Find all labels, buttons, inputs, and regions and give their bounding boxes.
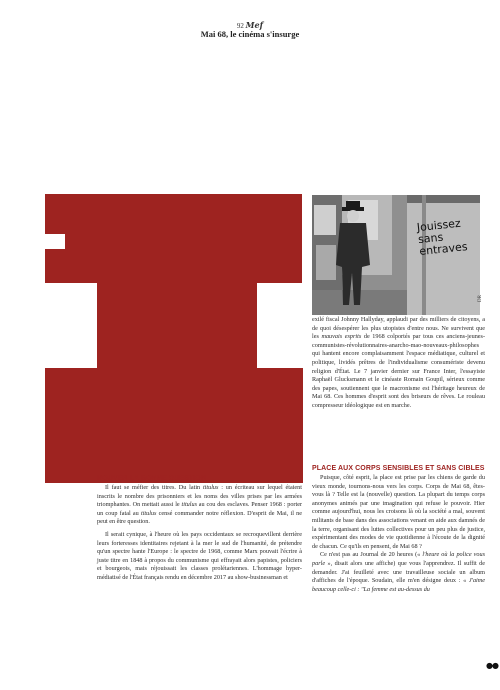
text-run: de 1968 colportés par tous ces anciens-jeunes-communistes-révolutionnaires-anarcho-mao-nouveaux-philosophes qui hantent encore complaisamment l'espace médiatique, culturel et politique, lividés prêtres de l'individualisme consumériste devenu religion d'État. Le 7 janvier dernier sur France Inter, l'essayiste Raphaël Glucksmann et le cinéaste Romain Goupil, sérieux comme des papes, soutiennent que le macronisme est l'héritage heureux de Mai 68. Ces hommes d'esprit sont des briseurs de rêves. Le rouleau compresseur idéologique est en marche. <box>312 333 486 409</box>
text-run: censé commander notre réflexion. D'esprit de Mai, il ne peut en être question. <box>97 509 302 526</box>
continued-marker: ●● <box>486 661 498 670</box>
text-run: au cou des esclaves. Penser 1968 : porter un coup fatal au <box>97 501 303 517</box>
intro-paragraph <box>312 316 485 411</box>
body-paragraph: Puisque, côté esprit, la place est prise par les chiens de garde du vieux monde, tournons-nous vers les corps. Corps de Mai 68, êtes-vous là ? Telle est la (nouvelle) question. La plupart du temps corps anonymes animés par une imagination qui refuse le pouvoir. Hier comme aujourd'hui, nous les croisons là où la société a mal, souvent militants de base dans des associations venant en aide aux damnés de la terre, organisant des luttes collectives pour un peu plus de justice, expérimentant des modes de vie quotidienne à l'écoute de la dignité de chacun. Ce qu'ils en pensent, de Mai 68 ? <box>312 474 485 550</box>
right-column-body <box>312 474 485 594</box>
text-run: Ce n'est pas au Journal de 20 heures (« <box>320 551 423 559</box>
section-heading-rouver: ROUVER LA BONNE QUESTION <box>97 475 207 482</box>
text-run-italic: l'heure où la police vous parle <box>312 551 485 567</box>
text-run: : un écriteau sur lequel étaient inscrits le nombre des prisonniers et les noms des villes prises par les armées triomphantes. On mettait aussi le <box>97 484 302 509</box>
street-photo-jouissez-sans-entraves <box>312 195 480 315</box>
graffiti-text: Jouissez sans entraves <box>416 216 469 259</box>
magazine-logo: Mef <box>245 20 264 30</box>
section-heading-place-aux-corps: PLACE AUX CORPS SENSIBLES ET SANS CIBLES <box>312 465 485 472</box>
photo-credit: DR <box>478 295 483 302</box>
text-run-italic: J'aime beaucoup celle-ci : "La femme est au-dessus du <box>312 577 485 593</box>
right-column-intro <box>312 316 485 411</box>
text-run: exilé fiscal Johnny Hallyday, applaudi par des milliers de citoyens, a de quoi désespérer les plus utopistes d'entre nous. Ne survivent que les <box>312 316 485 341</box>
text-run-italic: titulus <box>181 501 197 509</box>
drop-cap-letter-t <box>45 194 305 484</box>
running-title: Mai 68, le cinéma s'insurge <box>200 29 300 39</box>
page-number: 92 <box>236 22 244 30</box>
left-column-body <box>97 484 302 583</box>
text-run-italic: mauvais esprits <box>321 333 362 341</box>
text-run-italic: titulus <box>202 484 219 491</box>
body-paragraph <box>97 484 302 527</box>
text-run: », disait alors une affiche) que vous l'apprendrez. Il suffit de demander. J'ai feuilleté avec une travailleuse sociale un album d'affiches de l'époque. Soudain, elle m'en désigne deux : « <box>312 559 485 585</box>
text-run-italic: titulus <box>140 509 157 517</box>
photo-illustration <box>312 195 480 315</box>
drop-cap-shape <box>45 194 303 483</box>
body-paragraph <box>312 551 485 594</box>
text-run: Il faut se méfier des titres. Du latin <box>105 484 203 491</box>
body-paragraph: Il serait cynique, à l'heure où les pays occidentaux se recroquevillent derrière leurs forteresses identitaires rejetant à la mer le sud de l'humanité, de prétendre qu'un spectre hante l'Europe : le spectre de 1968, comme Marx pouvait l'écrire à juste titre en 1848 à propos du communisme qui effrayait alors papistes, policiers et bourgeois, mais réjouissait les classes prolétariennes. L'hommage hyper-médiatisé de l'État français rendu en décembre 2017 au show-businessman et <box>97 530 302 581</box>
